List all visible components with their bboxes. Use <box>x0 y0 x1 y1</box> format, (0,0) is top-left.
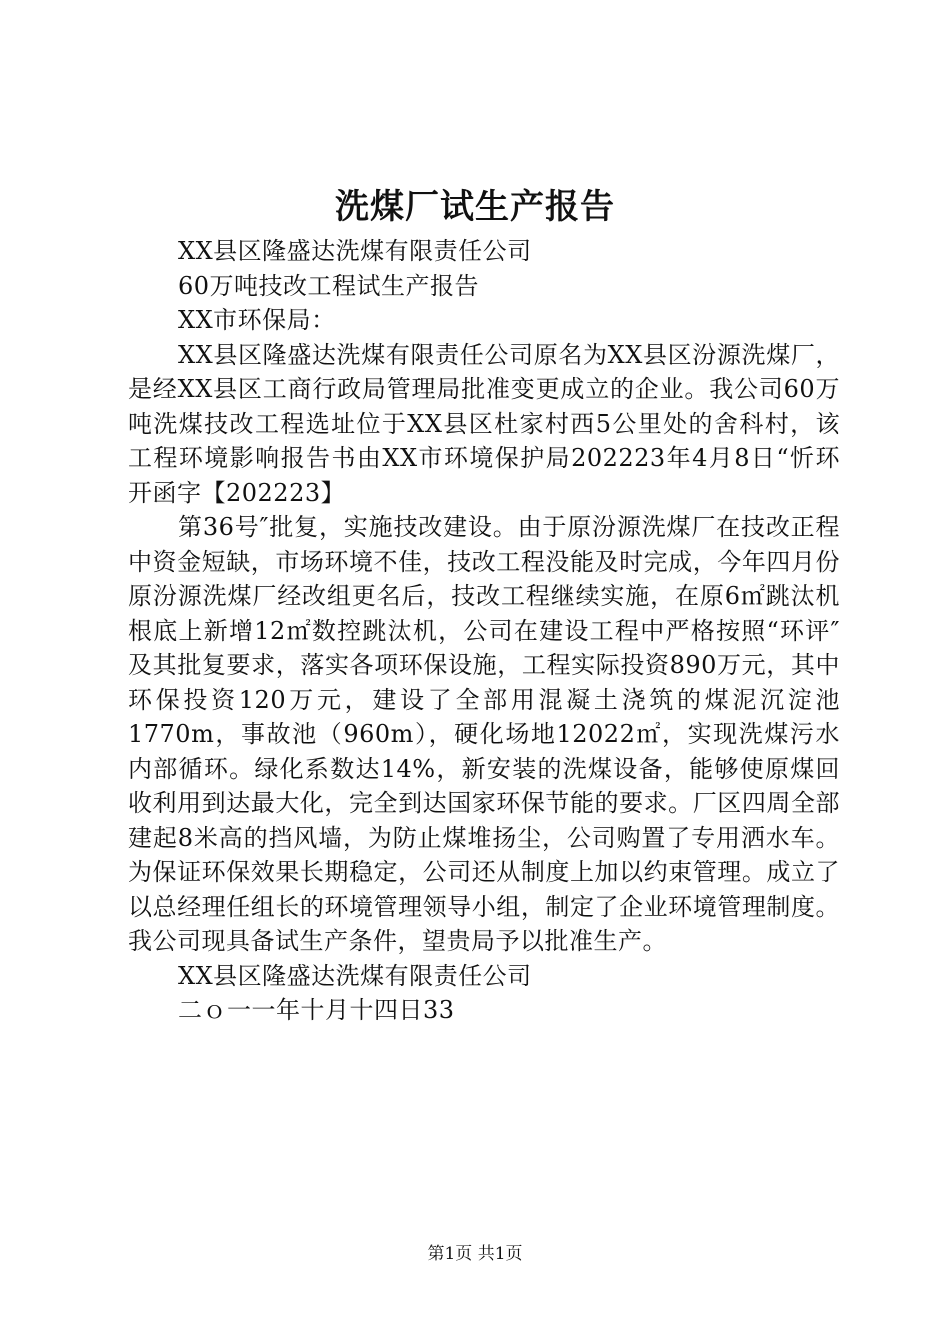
header-report-line: 60万吨技改工程试生产报告 <box>178 271 480 300</box>
document-body <box>128 234 840 1028</box>
paragraph-1: XX县区隆盛达洗煤有限责任公司原名为XX县区汾源洗煤厂，是经XX县区工商行政局管理局批准变更成立的企业。我公司60万吨洗煤技改工程选址位于XX县区杜家村西5公里处的舍科村，该工程环境影响报告书由XX市环境保护局202223年4月8日“忻环开函字【202223】 <box>128 340 840 507</box>
signature-line: XX县区隆盛达洗煤有限责任公司 <box>178 961 532 990</box>
paragraph-2: 第36号″批复，实施技改建设。由于原汾源洗煤厂在技改正程中资金短缺，市场环境不佳，技改工程没能及时完成，今年四月份原汾源洗煤厂经改组更名后，技改工程继续实施，在原6㎡跳汰机根底上新增12㎡数控跳汰机，公司在建设工程中严格按照“环评″及其批复要求，落实各项环保设施，工程实际投资890万元，其中环保投资120万元，建设了全部用混凝土浇筑的煤泥沉淀池1770m，事故池（960m），硬化场地12022㎡，实现洗煤污水内部循环。绿化系数达14%，新安装的洗煤设备，能够使原煤回收利用到达最大化，完全到达国家环保节能的要求。厂区四周全部建起8米高的挡风墙，为防止煤堆扬尘，公司购置了专用洒水车。为保证环保效果长期稳定，公司还从制度上加以约束管理。成立了以总经理任组长的环境管理领导小组，制定了企业环境管理制度。我公司现具备试生产条件，望贵局予以批准生产。 <box>128 513 840 955</box>
addressee-line: XX市环保局： <box>178 306 336 334</box>
header-company-line: XX县区隆盛达洗煤有限责任公司 <box>178 237 532 265</box>
date-line: 二ｏ一一年十月十四日33 <box>178 996 455 1024</box>
document-title: 洗煤厂试生产报告 <box>335 187 615 227</box>
page-footer: 第1页 共1页 <box>427 1244 523 1264</box>
